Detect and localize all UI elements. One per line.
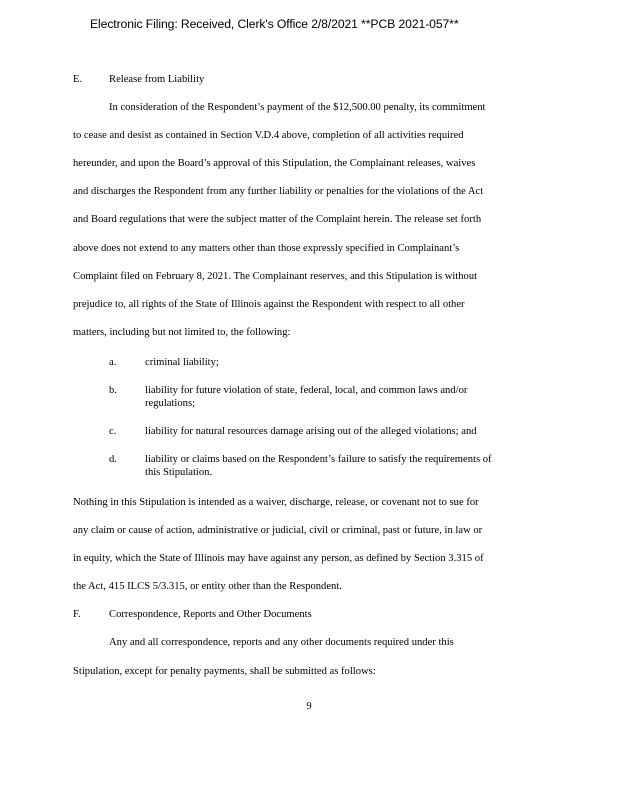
list-marker: c. <box>109 425 117 437</box>
list-item-text <box>145 425 548 438</box>
paragraph-line: matters, including but not limited to, the following: <box>73 326 291 338</box>
section-e-letter: E. <box>73 74 83 85</box>
list-marker: b. <box>109 384 117 396</box>
list-item-line: liability or claims based on the Respondent’s failure to satisfy the requirements of <box>145 453 492 465</box>
paragraph-line: and Board regulations that were the subject matter of the Complaint herein. The release set forth <box>73 214 482 226</box>
reserved-rights-list <box>73 356 548 479</box>
paragraph-line: and discharges the Respondent from any further liability or penalties for the violations of the Act <box>73 186 484 198</box>
paragraph-line: Nothing in this Stipulation is intended as a waiver, discharge, release, or covenant not to sue for <box>73 496 479 508</box>
list-item-line: criminal liability; <box>145 356 219 368</box>
list-item-text <box>145 384 548 410</box>
page-number: 9 <box>306 701 312 712</box>
section-e-title: Release from Liability <box>109 74 205 85</box>
list-item-line: liability for future violation of state, federal, local, and common laws and/or <box>145 384 468 396</box>
paragraph-line: Any and all correspondence, reports and any other documents required under this <box>109 637 454 649</box>
paragraph-line: Stipulation, except for penalty payments, shall be submitted as follows: <box>73 665 376 677</box>
section-f-title: Correspondence, Reports and Other Documents <box>109 609 312 621</box>
list-marker: d. <box>109 453 117 465</box>
list-item-line: this Stipulation. <box>145 466 213 478</box>
paragraph-line: prejudice to, all rights of the State of Illinois against the Respondent with respect to all other <box>73 298 465 310</box>
list-item <box>73 425 548 438</box>
list-item-text <box>145 356 548 369</box>
section-f-paragraph-1 <box>73 629 548 685</box>
paragraph-line: hereunder, and upon the Board’s approval of this Stipulation, the Complainant releases, waives <box>73 158 476 170</box>
section-f-heading <box>73 601 548 629</box>
paragraph-line: to cease and desist as contained in Section V.D.4 above, completion of all activities required <box>73 130 464 142</box>
list-item-line: liability for natural resources damage arising out of the alleged violations; and <box>145 425 477 437</box>
list-item <box>73 384 548 410</box>
list-marker: a. <box>109 356 117 368</box>
list-item-text <box>145 453 548 479</box>
section-e-paragraph-2 <box>73 489 548 601</box>
section-e-paragraph-1 <box>73 94 548 347</box>
section-e-heading <box>73 66 548 94</box>
list-item-line: regulations; <box>145 397 196 409</box>
paragraph-line: in equity, which the State of Illinois may have against any person, as defined by Section 3.315 of <box>73 553 484 565</box>
filing-stamp-header: Electronic Filing: Received, Clerk's Office 2/8/2021 **PCB 2021-057** <box>90 17 459 31</box>
list-item <box>73 453 548 479</box>
paragraph-line: Complaint filed on February 8, 2021. The Complainant reserves, and this Stipulation is without <box>73 270 478 282</box>
list-item <box>73 356 548 369</box>
paragraph-line: above does not extend to any matters other than those expressly specified in Complainant’s <box>73 242 460 254</box>
section-f-letter: F. <box>73 609 81 621</box>
document-body <box>73 66 548 686</box>
paragraph-line: any claim or cause of action, administrative or judicial, civil or criminal, past or future, in law or <box>73 525 483 537</box>
paragraph-line: the Act, 415 ILCS 5/3.315, or entity other than the Respondent. <box>73 581 342 593</box>
paragraph-line: In consideration of the Respondent’s payment of the $12,500.00 penalty, its commitment <box>109 102 486 114</box>
